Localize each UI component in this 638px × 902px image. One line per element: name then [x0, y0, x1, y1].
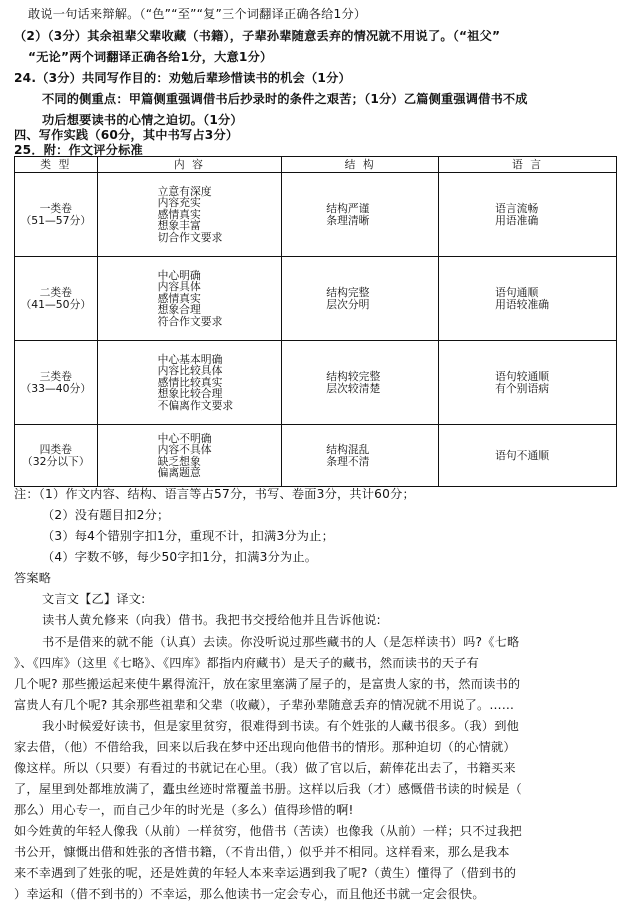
grade-type: [15, 257, 98, 341]
text-line: 敢说一句话来辩解。（“色”“至”“复”三个词翻译正确各给1分）: [28, 7, 367, 21]
criterion: 切合作文要求: [157, 230, 223, 244]
grade-range: （41—50分）: [20, 297, 92, 311]
grade-label: 二类卷: [39, 286, 72, 299]
text-line: （2）没有题目扣2分；: [42, 508, 170, 522]
grade-type: [15, 341, 98, 425]
text-line: 功后想要读书的心情之迫切。（1分）: [42, 113, 243, 127]
text-line: 那么）用心专一，而自己少年的时光是（多么）值得珍惜的啊!: [14, 803, 354, 817]
grade-range: （51—57分）: [20, 213, 92, 227]
text-line: 24.（3分）共同写作目的：劝勉后辈珍惜读书的机会（1分）: [14, 71, 351, 85]
grade-label: 一类卷: [39, 202, 72, 215]
structure-criteria: [282, 341, 439, 425]
criterion: 感情真实: [157, 291, 201, 305]
grade-range: （32分以下）: [21, 454, 90, 468]
text-line: 几个呢? 那些搬运起来使牛累得流汗，放在家里塞满了屋子的，是富贵人家的书，然而读书的: [14, 677, 521, 691]
criterion: 语言流畅: [495, 202, 539, 215]
header-content: 内 容: [97, 157, 282, 173]
text-line: （2）（3分）其余祖辈父辈收藏（书籍），子辈孙辈随意丢弃的情况就不用说了。（“祖父”: [14, 29, 501, 43]
text-line: 不同的侧重点：甲篇侧重强调借书后抄录时的条件之艰苦；（1分）乙篇侧重强调借书不成: [42, 92, 528, 106]
criterion: 语句较通顺: [495, 370, 550, 383]
rubric-row-1: [15, 173, 617, 257]
criterion: 用语准确: [495, 213, 539, 227]
criterion: 结构混乱: [326, 443, 370, 456]
content-criteria: [97, 425, 282, 487]
criterion: 中心明确: [157, 268, 201, 282]
language-criteria: [439, 257, 617, 341]
text-line: （4）字数不够，每少50字扣1分，扣满3分为止。: [42, 550, 318, 564]
criterion: 用语较准确: [495, 297, 550, 311]
structure-criteria: [282, 425, 439, 487]
criterion: 感情真实: [157, 207, 201, 221]
grade-range: （33—40分）: [20, 381, 92, 395]
content-criteria: [97, 257, 282, 341]
text-line: 25．附：作文评分标准: [14, 143, 143, 157]
criterion: 立意有深度: [157, 184, 212, 198]
criterion: 结构完整: [326, 286, 370, 299]
criterion: 条理清晰: [326, 213, 370, 227]
criterion: 内容充实: [157, 196, 201, 210]
criterion: 结构严谨: [326, 202, 370, 215]
text-line: 像这样。所以（只要）有看过的书就记在心里。（我）做了官以后，薪俸花出去了，书籍买来: [14, 761, 516, 775]
content-criteria: [97, 341, 282, 425]
criterion: 想象比较合理: [157, 387, 223, 401]
criterion: 内容具体: [157, 280, 201, 294]
criterion: 语句不通顺: [495, 448, 550, 462]
text-line: 书不是借来的就不能（认真）去读。你没听说过那些藏书的人（是怎样读书）吗?《七略: [42, 635, 520, 649]
criterion: 条理不清: [326, 454, 370, 468]
criterion: 想象丰富: [157, 219, 201, 233]
text-line: 富贵人有几个呢? 其余那些祖辈和父辈（收藏），子辈孙辈随意丢弃的情况就不用说了。……: [14, 698, 515, 712]
text-line: 答案略: [14, 571, 52, 585]
language-criteria: [439, 425, 617, 487]
content-criteria: [97, 173, 282, 257]
grade-label: 三类卷: [39, 370, 72, 383]
text-line: 我小时候爱好读书，但是家里贫穷，很难得到书读。有个姓张的人藏书很多。（我）到他: [42, 719, 520, 733]
text-line: 家去借，（他）不借给我，回来以后我在梦中还出现向他借书的情形。那种迫切（的心情就）: [14, 740, 516, 754]
rubric-row-3: [15, 341, 617, 425]
text-line: ）幸运和（借不到书的）不幸运，那么他读书一定会专心，而且他还书就一定会很快。: [14, 887, 485, 901]
text-line: 如今姓黄的年轻人像我（从前）一样贫穷，他借书（苦读）也像我（从前）一样；只不过我把: [14, 824, 522, 838]
criterion: 偏离题意: [157, 466, 201, 479]
rubric-row-2: [15, 257, 617, 341]
text-line: 》、《四库》（这里《七略》、《四库》都指内府藏书）是天子的藏书，然而读书的天子有: [14, 656, 479, 670]
criterion: 中心基本明确: [157, 352, 223, 366]
structure-criteria: [282, 173, 439, 257]
criterion: 结构较完整: [326, 370, 381, 383]
text-line: 了，屋里到处都堆放满了，蠹虫丝迹时常覆盖书册。这样以后我（才）感慨借书读的时候是（: [14, 782, 522, 796]
text-line: 文言文【乙】译文:: [42, 592, 146, 606]
criterion: 语句通顺: [495, 286, 539, 299]
criterion: 层次分明: [326, 297, 370, 311]
criterion: 缺乏想象: [157, 454, 201, 468]
grade-type: [15, 173, 98, 257]
structure-criteria: [282, 257, 439, 341]
text-line: 来不幸遇到了姓张的呢，还是姓黄的年轻人本来幸运遇到我了呢?（黄生）懂得了（借到书的: [14, 866, 517, 880]
language-criteria: [439, 173, 617, 257]
criterion: 层次较清楚: [326, 381, 381, 395]
criterion: 内容不具体: [157, 443, 212, 456]
rubric-row-4: [15, 425, 617, 487]
criterion: 符合作文要求: [157, 314, 223, 328]
rubric-table: [14, 156, 617, 487]
grade-label: 四类卷: [39, 443, 72, 456]
header-language: 语 言: [439, 157, 617, 173]
header-structure: 结 构: [282, 157, 439, 173]
criterion: 想象合理: [157, 303, 201, 317]
text-line: 四、写作实践（60分，其中书写占3分）: [14, 128, 239, 142]
header-type: 类 型: [15, 157, 98, 173]
language-criteria: [439, 341, 617, 425]
criterion: 内容比较具体: [157, 364, 223, 378]
text-line: “无论”两个词翻译正确各给1分，大意1分）: [28, 50, 273, 64]
criterion: 不偏离作文要求: [157, 398, 234, 412]
text-line: 读书人黄允修来（向我）借书。我把书交授给他并且告诉他说:: [42, 613, 381, 627]
rubric-header-row: [15, 157, 617, 173]
text-line: 注：（1）作文内容、结构、语言等占57分，书写、卷面3分，共计60分；: [14, 487, 415, 501]
text-line: （3）每4个错别字扣1分，重现不计，扣满3分为止；: [42, 529, 334, 543]
criterion: 有个别语病: [495, 381, 550, 395]
grade-type: [15, 425, 98, 487]
criterion: 中心不明确: [157, 431, 212, 445]
text-line: 书公开，慷慨出借和姓张的吝惜书籍，（不肯出借，）似乎并不相同。这样看来，那么是我本: [14, 845, 510, 859]
criterion: 感情比较真实: [157, 375, 223, 389]
